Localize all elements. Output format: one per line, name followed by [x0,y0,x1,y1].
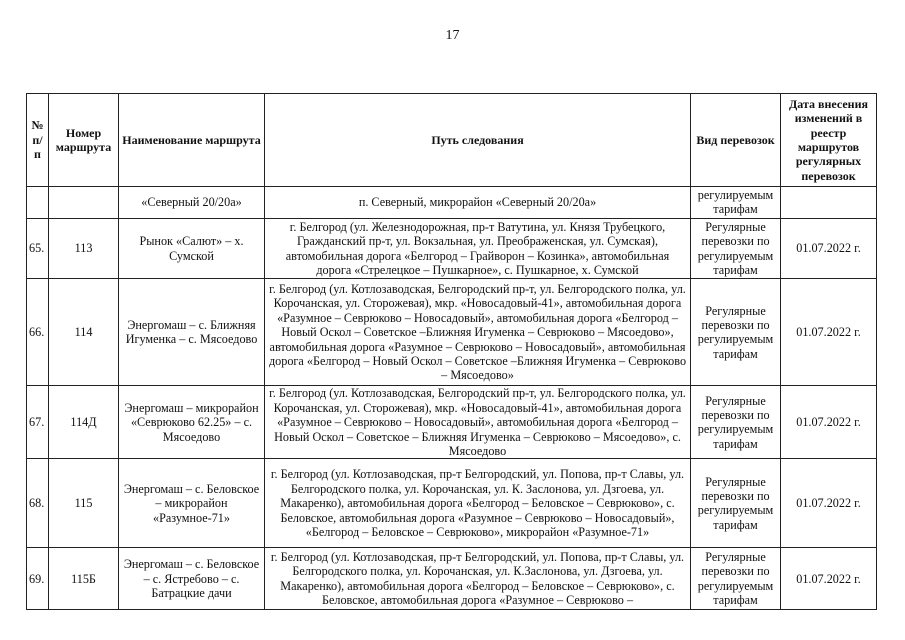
cell-date: 01.07.2022 г. [781,386,877,459]
header-path: Путь следования [265,94,691,187]
header-type: Вид перевозок [691,94,781,187]
cell-num: 69. [27,548,49,610]
cell-num: 66. [27,279,49,386]
cell-name: Энергомаш – с. Беловское – с. Ястребово – с. Батрацкие дачи [119,548,265,610]
cell-path: г. Белгород (ул. Котлозаводская, пр-т Белгородский, ул. Попова, пр-т Славы, ул. Белгородского полка, ул. Корочанская, ул. К. Заслонова, ул. Дзгоева, ул. Макаренко), автомобильная дорога «Белгород – Беловское – Севрюково», с. Беловское, автомобильная дорога «Разумное – Севрюково – Новосадовый», «Белгород – Беловское – Севрюково», микрорайон «Разумное-71» [265,459,691,548]
page-number: 17 [445,28,460,43]
header-num: № п/п [27,94,49,187]
table-row [27,459,877,548]
cell-type: Регулярные перевозки по регулируемым тарифам [691,386,781,459]
cell-type: регулируемым тарифам [691,187,781,219]
cell-path: г. Белгород (ул. Котлозаводская, Белгородский пр-т, ул. Белгородского полка, ул. Корочанская, ул. Сторожевая), мкр. «Новосадовый-41», автомобильная дорога «Разумное – Севрюково – Новосадовый», автомобильная дорога «Белгород – Новый Оскол – Советское – Ближняя Игуменка – Севрюково – Мясоедово», с. Мясоедово [265,386,691,459]
cell-date: 01.07.2022 г. [781,548,877,610]
header-date: Дата внесения изменений в реестр маршрутов регулярных перевозок [781,94,877,187]
cell-name: «Северный 20/20а» [119,187,265,219]
table-row [27,187,877,219]
cell-type: Регулярные перевозки по регулируемым тарифам [691,279,781,386]
cell-date: 01.07.2022 г. [781,459,877,548]
cell-route-no: 113 [49,218,119,279]
cell-type: Регулярные перевозки по регулируемым тарифам [691,548,781,610]
cell-path: г. Белгород (ул. Котлозаводская, Белгородский пр-т, ул. Белгородского полка, ул. Корочанская, ул. Сторожевая), мкр. «Новосадовый-41», автомобильная дорога «Разумное – Севрюково – Новосадовый», автомобильная дорога «Белгород – Новый Оскол – Советское –Ближняя Игуменка – Севрюково – Мясоедово», автомобильная дорога «Разумное – Севрюково – Новосадовый», автомобильная дорога «Белгород – Новый Оскол – Советское –Ближняя Игуменка – Севрюково – Мясоедово» [265,279,691,386]
table-row [27,218,877,279]
cell-date [781,187,877,219]
table-row [27,548,877,610]
cell-route-no [49,187,119,219]
cell-path: г. Белгород (ул. Железнодорожная, пр-т Ватутина, ул. Князя Трубецкого, Гражданский пр-т, ул. Вокзальная, ул. Преображенская, ул. Сумская), автомобильная дорога «Белгород – Грайворон – Козинка», автомобильная дорога «Стрелецкое – Пушкарное», с. Пушкарное, х. Сумской [265,218,691,279]
cell-num: 65. [27,218,49,279]
table-row [27,386,877,459]
table-row [27,279,877,386]
cell-date: 01.07.2022 г. [781,279,877,386]
cell-route-no: 115 [49,459,119,548]
cell-name: Рынок «Салют» – х. Сумской [119,218,265,279]
cell-date: 01.07.2022 г. [781,218,877,279]
header-route-no: Номер маршрута [49,94,119,187]
cell-type: Регулярные перевозки по регулируемым тарифам [691,218,781,279]
cell-route-no: 114 [49,279,119,386]
cell-name: Энергомаш – с. Ближняя Игуменка – с. Мясоедово [119,279,265,386]
cell-num [27,187,49,219]
cell-name: Энергомаш – с. Беловское – микрорайон «Разумное-71» [119,459,265,548]
cell-path: г. Белгород (ул. Котлозаводская, пр-т Белгородский, ул. Попова, пр-т Славы, ул. Белгородского полка, ул. Корочанская, ул. К.Заслонова, ул. Дзгоева, ул. Макаренко), автомобильная дорога «Белгород – Беловское – Севрюково», с. Беловское, автомобильная дорога «Разумное – Севрюково – [265,548,691,610]
cell-num: 68. [27,459,49,548]
cell-path: п. Северный, микрорайон «Северный 20/20а» [265,187,691,219]
cell-route-no: 115Б [49,548,119,610]
cell-name: Энергомаш – микрорайон «Севрюково 62.25» – с. Мясоедово [119,386,265,459]
cell-route-no: 114Д [49,386,119,459]
cell-num: 67. [27,386,49,459]
header-row [27,94,877,187]
cell-type: Регулярные перевозки по регулируемым тарифам [691,459,781,548]
header-name: Наименование маршрута [119,94,265,187]
routes-table [26,93,877,610]
